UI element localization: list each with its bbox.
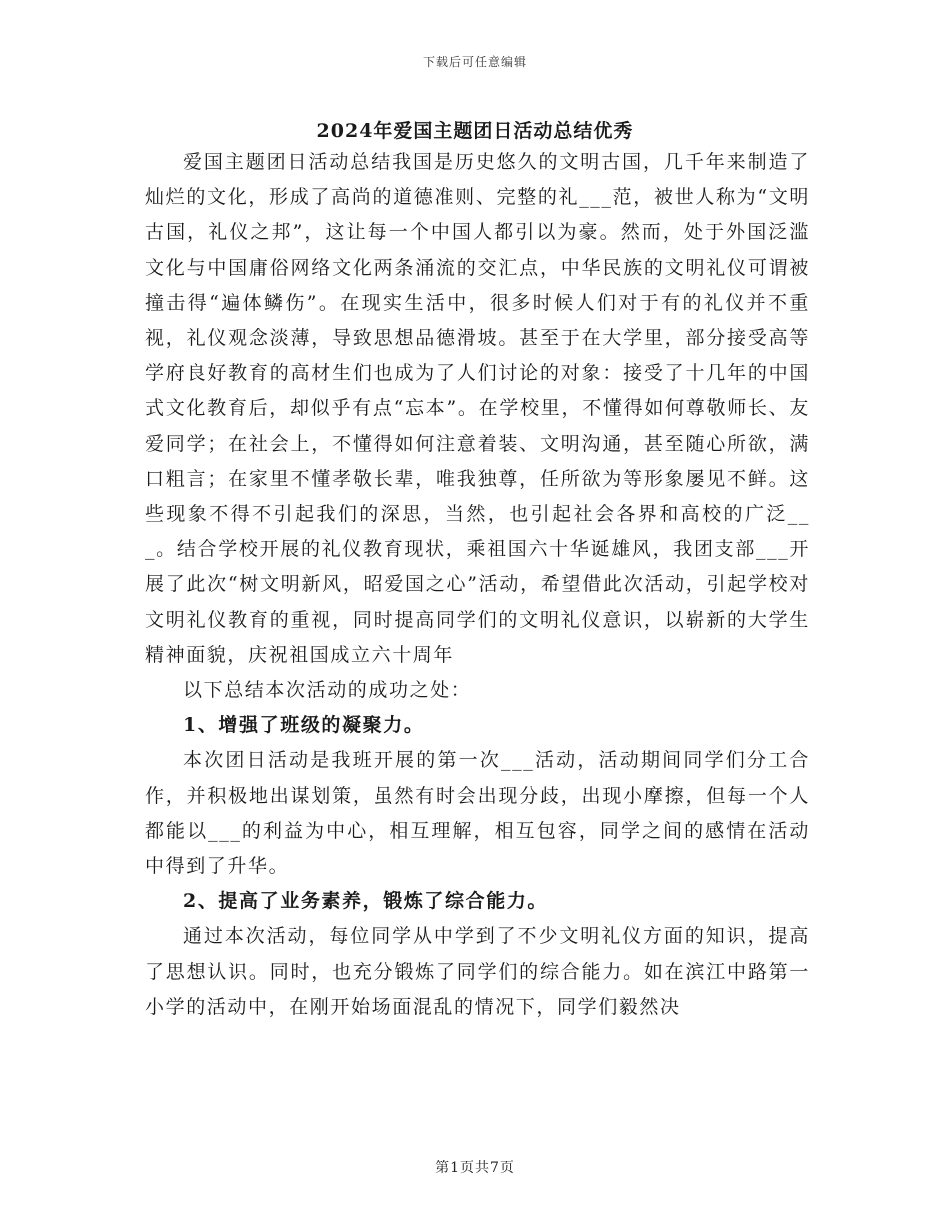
section-heading-1: 1、增强了班级的凝聚力。	[183, 714, 425, 737]
document-body	[145, 145, 810, 1025]
page-footer: 第1页共7页	[435, 1160, 515, 1176]
page-header-note: 下载后可任意编辑	[422, 55, 527, 69]
section-1-paragraph: 本次团日活动是我班开展的第一次___活动，活动期间同学们分工合作，并积极地出谋划策，虽然有时会出现分歧，出现小摩擦，但每一个人都能以___的利益为中心，相互理解，相互包容，同学之间的感情在活动中得到了升华。	[145, 749, 810, 878]
section-heading-2: 2、提高了业务素养，锻炼了综合能力。	[183, 890, 549, 913]
summary-lead-paragraph: 以下总结本次活动的成功之处：	[183, 679, 472, 702]
section-2-paragraph: 通过本次活动，每位同学从中学到了不少文明礼仪方面的知识，提高了思想认识。同时，也充分锻炼了同学们的综合能力。如在滨江中路第一小学的活动中，在刚开始场面混乱的情况下，同学们毅然决	[145, 925, 810, 1018]
document-title: 2024年爱国主题团日活动总结优秀	[316, 120, 634, 142]
intro-paragraph: 爱国主题团日活动总结我国是历史悠久的文明古国，几千年来制造了灿烂的文化，形成了高尚的道德准则、完整的礼___范，被世人称为“文明古国，礼仪之邦”，这让每一个中国人都引以为豪。然而，处于外国泛滥文化与中国庸俗网络文化两条涌流的交汇点，中华民族的文明礼仪可谓被撞击得“遍体鳞伤”。在现实生活中，很多时候人们对于有的礼仪并不重视，礼仪观念淡薄，导致思想品德滑坡。甚至于在大学里，部分接受高等学府良好教育的高材生们也成为了人们讨论的对象：接受了十几年的中国式文化教育后，却似乎有点“忘本”。在学校里，不懂得如何尊敬师长、友爱同学；在社会上，不懂得如何注意着装、文明沟通，甚至随心所欲，满口粗言；在家里不懂孝敬长辈，唯我独尊，任所欲为等形象屡见不鲜。这些现象不得不引起我们的深思，当然，也引起社会各界和高校的广泛___。结合学校开展的礼仪教育现状，乘祖国六十华诞雄风，我团支部___开展了此次“树文明新风，昭爱国之心”活动，希望借此次活动，引起学校对文明礼仪教育的重视，同时提高同学们的文明礼仪意识，以崭新的大学生精神面貌，庆祝祖国成立六十周年	[145, 151, 810, 666]
